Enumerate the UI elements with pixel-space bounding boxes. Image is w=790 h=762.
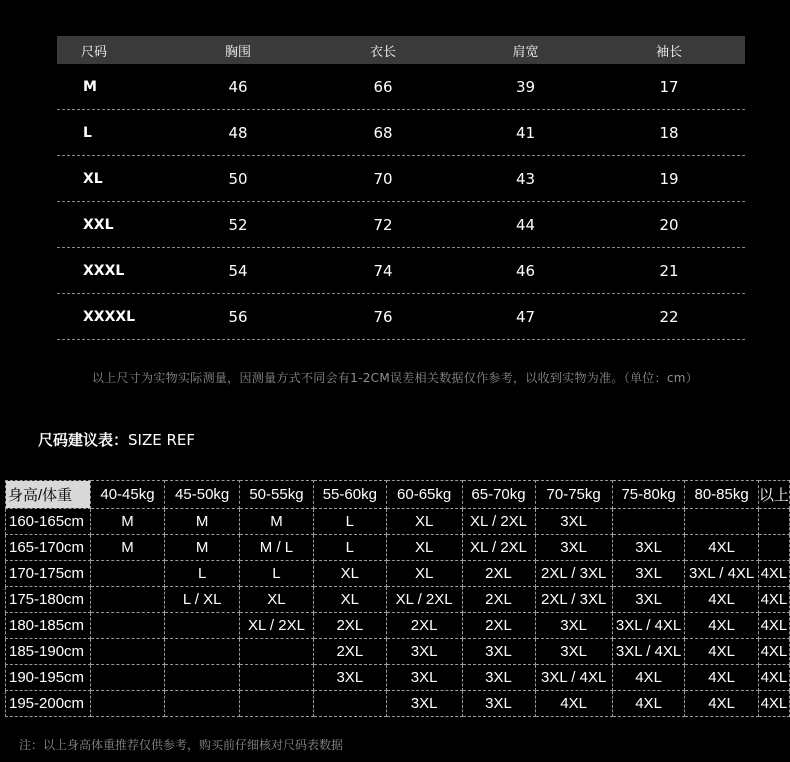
size-table <box>57 36 745 340</box>
size-value: 70 <box>373 169 393 188</box>
size-row <box>57 294 745 340</box>
recommended-size-cell: 4XL <box>685 613 759 639</box>
table-row <box>6 587 790 613</box>
header-size: 尺码 <box>81 44 108 60</box>
recommended-size-cell: 3XL <box>462 665 535 691</box>
header-sleeve: 袖长 <box>655 44 682 60</box>
recommended-size-cell <box>90 665 165 691</box>
recommended-size-cell: M / L <box>240 535 314 561</box>
recommended-size-cell: 2XL / 3XL <box>535 587 612 613</box>
table-row <box>6 613 790 639</box>
size-ref-title-cn: 尺码建议表： <box>38 431 129 449</box>
recommended-size-cell: L <box>313 535 386 561</box>
size-value: 68 <box>373 123 393 142</box>
size-table-header <box>57 36 745 64</box>
recommended-size-cell: M <box>90 509 165 535</box>
height-range-cell: 175-180cm <box>6 587 91 613</box>
recommended-size-cell: XL / 2XL <box>462 535 535 561</box>
recommended-size-cell: L <box>165 561 240 587</box>
size-row <box>57 202 745 248</box>
recommended-size-cell <box>165 691 240 717</box>
size-value: 52 <box>228 215 248 234</box>
recommended-size-cell: L <box>240 561 314 587</box>
size-ref-title-en: SIZE REF <box>128 431 196 449</box>
size-value: 17 <box>659 77 679 96</box>
recommended-size-cell: 2XL <box>462 561 535 587</box>
size-value: 72 <box>373 215 393 234</box>
size-ref-body <box>6 509 790 717</box>
recommended-size-cell: 4XL <box>758 639 789 665</box>
size-label: XXXL <box>83 262 125 279</box>
recommended-size-cell: 3XL / 4XL <box>535 665 612 691</box>
size-value: 18 <box>659 123 679 142</box>
size-value: 54 <box>228 261 248 280</box>
size-value: 76 <box>373 307 393 326</box>
size-value: 21 <box>659 261 679 280</box>
weight-range-header: 60-65kg <box>386 481 462 509</box>
size-value: 41 <box>515 123 536 142</box>
weight-range-header: 55-60kg <box>313 481 386 509</box>
size-value: 66 <box>373 77 393 96</box>
table-row <box>6 535 790 561</box>
weight-range-header: 40-45kg <box>90 481 165 509</box>
recommended-size-cell: M <box>165 509 240 535</box>
recommended-size-cell: XL / 2XL <box>240 613 314 639</box>
weight-range-header: 80-85kg <box>685 481 759 509</box>
recommended-size-cell: 2XL <box>462 613 535 639</box>
recommended-size-cell: M <box>90 535 165 561</box>
size-value: 39 <box>515 77 536 96</box>
recommended-size-cell <box>758 509 789 535</box>
weight-range-header: 70-75kg <box>535 481 612 509</box>
recommended-size-cell <box>240 639 314 665</box>
recommended-size-cell: XL <box>386 561 462 587</box>
recommended-size-cell: 3XL <box>386 691 462 717</box>
recommended-size-cell: 3XL <box>535 535 612 561</box>
recommended-size-cell: 4XL <box>758 691 789 717</box>
header-shoulder: 肩宽 <box>512 44 539 60</box>
size-value: 50 <box>228 169 248 188</box>
recommended-size-cell: L / XL <box>165 587 240 613</box>
recommended-size-cell <box>90 587 165 613</box>
recommended-size-cell: 3XL <box>386 665 462 691</box>
table-row <box>6 639 790 665</box>
recommended-size-cell: 4XL <box>535 691 612 717</box>
recommended-size-cell: 3XL / 4XL <box>685 561 759 587</box>
size-value: 43 <box>515 169 536 188</box>
recommended-size-cell <box>165 639 240 665</box>
recommended-size-cell: M <box>240 509 314 535</box>
recommended-size-cell: 2XL <box>386 613 462 639</box>
recommended-size-cell: M <box>165 535 240 561</box>
weight-range-header: 65-70kg <box>462 481 535 509</box>
recommended-size-cell: 3XL <box>535 509 612 535</box>
table-row <box>6 665 790 691</box>
recommended-size-cell <box>90 613 165 639</box>
recommended-size-cell: XL / 2XL <box>462 509 535 535</box>
weight-range-header: 75-80kg <box>612 481 685 509</box>
recommended-size-cell: 4XL <box>685 587 759 613</box>
recommended-size-cell <box>758 535 789 561</box>
size-value: 46 <box>515 261 536 280</box>
recommended-size-cell <box>90 691 165 717</box>
recommended-size-cell: 3XL / 4XL <box>612 613 685 639</box>
recommended-size-cell: 3XL <box>612 587 685 613</box>
size-value: 20 <box>659 215 679 234</box>
recommended-size-cell <box>90 639 165 665</box>
size-table-body <box>57 64 745 340</box>
weight-range-header: 以上 <box>758 481 789 509</box>
recommended-size-cell: 2XL / 3XL <box>535 561 612 587</box>
size-ref-table <box>5 480 790 717</box>
recommended-size-cell: 2XL <box>313 639 386 665</box>
header-length: 衣长 <box>369 44 396 60</box>
size-label: XL <box>83 170 103 187</box>
recommended-size-cell: 2XL <box>462 587 535 613</box>
recommended-size-cell: 3XL <box>612 535 685 561</box>
size-label: L <box>83 124 92 141</box>
recommended-size-cell: 3XL <box>535 613 612 639</box>
recommended-size-cell: 4XL <box>758 613 789 639</box>
height-range-cell: 165-170cm <box>6 535 91 561</box>
recommended-size-cell: 3XL <box>462 691 535 717</box>
size-value: 44 <box>515 215 536 234</box>
size-row <box>57 110 745 156</box>
recommended-size-cell <box>165 613 240 639</box>
height-range-cell: 190-195cm <box>6 665 91 691</box>
recommended-size-cell: 3XL / 4XL <box>612 639 685 665</box>
recommended-size-cell <box>612 509 685 535</box>
recommended-size-cell <box>240 691 314 717</box>
size-ref-title <box>38 429 195 450</box>
recommended-size-cell: 3XL <box>386 639 462 665</box>
recommended-size-cell: 4XL <box>612 665 685 691</box>
height-range-cell: 180-185cm <box>6 613 91 639</box>
size-value: 22 <box>659 307 679 326</box>
table-row <box>6 509 790 535</box>
size-value: 56 <box>228 307 248 326</box>
recommended-size-cell: XL <box>386 535 462 561</box>
recommended-size-cell: 2XL <box>313 613 386 639</box>
recommended-size-cell: XL <box>386 509 462 535</box>
height-range-cell: 185-190cm <box>6 639 91 665</box>
recommended-size-cell: XL / 2XL <box>386 587 462 613</box>
recommended-size-cell: XL <box>313 587 386 613</box>
height-range-cell: 160-165cm <box>6 509 91 535</box>
recommended-size-cell: 4XL <box>612 691 685 717</box>
size-row <box>57 64 745 110</box>
recommended-size-cell: 3XL <box>535 639 612 665</box>
recommended-size-cell: 4XL <box>758 561 789 587</box>
size-row <box>57 156 745 202</box>
recommended-size-cell: 3XL <box>462 639 535 665</box>
recommended-size-cell <box>165 665 240 691</box>
weight-range-header: 45-50kg <box>165 481 240 509</box>
height-range-cell: 195-200cm <box>6 691 91 717</box>
recommended-size-cell: XL <box>313 561 386 587</box>
size-value: 48 <box>228 123 248 142</box>
size-value: 47 <box>515 307 536 326</box>
recommendation-note: 注：以上身高体重推荐仅供参考，购买前仔细核对尺码表数据 <box>19 738 344 752</box>
recommended-size-cell: 3XL <box>313 665 386 691</box>
recommended-size-cell: XL <box>240 587 314 613</box>
recommended-size-cell: 4XL <box>685 535 759 561</box>
height-weight-corner: 身高/体重 <box>6 481 91 509</box>
size-label: XXXXL <box>83 308 136 325</box>
recommended-size-cell: 3XL <box>612 561 685 587</box>
size-row <box>57 248 745 294</box>
size-ref-header <box>6 481 790 509</box>
size-label: XXL <box>83 216 114 233</box>
recommended-size-cell: 4XL <box>758 665 789 691</box>
recommended-size-cell <box>685 509 759 535</box>
recommended-size-cell <box>240 665 314 691</box>
recommended-size-cell <box>313 691 386 717</box>
size-value: 46 <box>228 77 248 96</box>
size-label: M <box>83 78 97 95</box>
size-value: 74 <box>373 261 393 280</box>
recommended-size-cell: 4XL <box>685 691 759 717</box>
weight-range-header: 50-55kg <box>240 481 314 509</box>
recommended-size-cell: 4XL <box>685 639 759 665</box>
recommended-size-cell: L <box>313 509 386 535</box>
header-chest: 胸围 <box>224 44 251 60</box>
recommended-size-cell <box>90 561 165 587</box>
table-row <box>6 691 790 717</box>
recommended-size-cell: 4XL <box>758 587 789 613</box>
measurement-note: 以上尺寸为实物实际测量，因测量方式不同会有1-2CM误差相关数据仅作参考，以收到实物为准。（单位：cm） <box>91 371 699 385</box>
height-range-cell: 170-175cm <box>6 561 91 587</box>
size-value: 19 <box>659 169 679 188</box>
table-row <box>6 561 790 587</box>
recommended-size-cell: 4XL <box>685 665 759 691</box>
